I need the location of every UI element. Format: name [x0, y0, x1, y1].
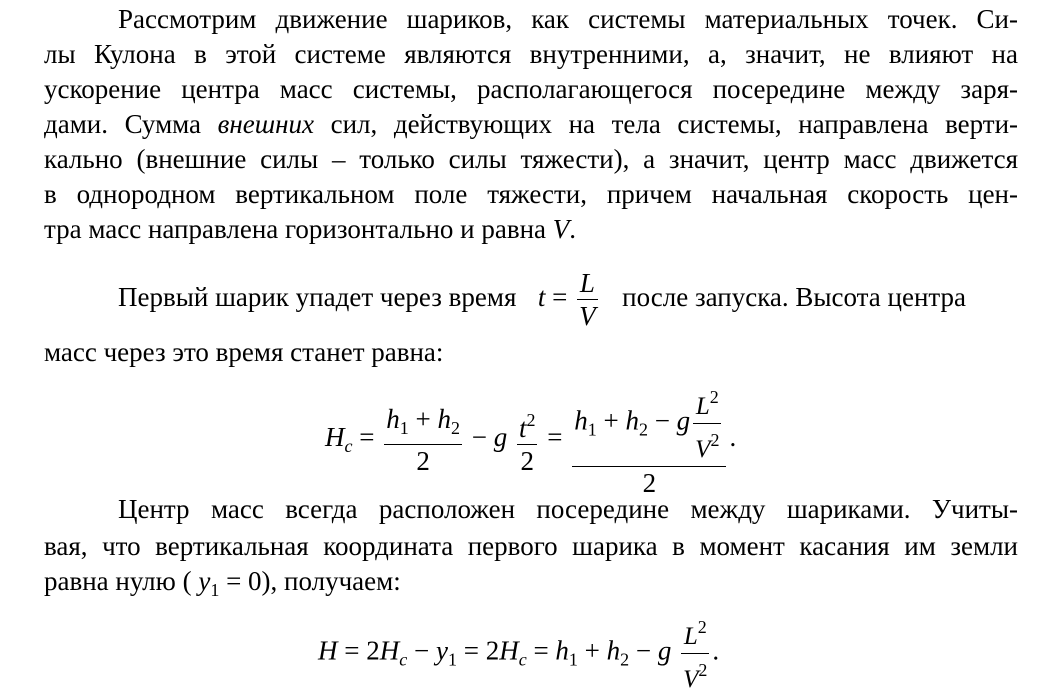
paragraph-1-line-6 — [44, 177, 1018, 212]
math-variable: H — [325, 422, 345, 453]
math-operator: + — [584, 635, 600, 666]
fraction-denominator: 2 — [517, 444, 538, 476]
paragraph-2-line-2 — [44, 335, 1018, 370]
fraction-denominator: 2 — [384, 444, 462, 476]
formula-center-mass-height — [325, 382, 736, 498]
formula-height-result — [318, 612, 719, 695]
math-number: 2 — [366, 635, 380, 666]
math-punctuation: . — [729, 422, 737, 453]
fraction-denominator: V — [579, 301, 596, 332]
paragraph-1-line-4 — [44, 107, 1018, 142]
math-operator: − — [635, 635, 652, 666]
math-variable: g — [493, 422, 508, 453]
paragraph-1-line-1 — [118, 2, 1018, 37]
fraction-numerator: L — [579, 268, 595, 299]
math-variable: h — [606, 635, 621, 666]
math-variable: t — [537, 282, 546, 312]
math-superscript: 2 — [526, 409, 536, 430]
math-operator: = — [344, 635, 360, 666]
paragraph-1-line-2 — [44, 37, 1018, 72]
math-variable: y — [198, 566, 211, 596]
math-superscript: 2 — [698, 660, 708, 680]
math-subscript: 1 — [587, 419, 597, 440]
math-variable: V — [695, 436, 711, 463]
math-superscript: 2 — [710, 430, 720, 450]
text-span: Рассмотрим движение шариков, как системы материальных точек. Си- — [118, 4, 1018, 34]
fraction-l-over-v — [577, 268, 598, 331]
math-operator: − — [654, 405, 670, 436]
paragraph-1-line-3 — [44, 72, 1018, 107]
paragraph-3-line-3 — [44, 564, 1018, 608]
math-variable: H — [379, 635, 400, 666]
math-subscript: c — [399, 649, 408, 670]
math-subscript: 2 — [450, 418, 460, 438]
math-subscript: 1 — [447, 649, 457, 670]
math-subscript: 1 — [568, 649, 578, 670]
math-variable: h — [625, 405, 639, 436]
math-variable: V — [552, 214, 570, 244]
math-superscript: 2 — [697, 617, 707, 637]
paragraph-3-line-2 — [44, 529, 1018, 564]
math-variable: g — [657, 635, 672, 666]
text-span: лы Кулона в этой системе являются внутренними, а, значит, не влияют на — [44, 39, 1018, 69]
fraction-l-squared-over-v-squared — [681, 612, 709, 695]
math-number: 2 — [485, 635, 500, 666]
math-operator: = — [226, 566, 242, 596]
fraction-h-sum-over-2 — [384, 404, 462, 476]
text-span: дами. Сумма — [44, 109, 202, 139]
math-punctuation: . — [712, 635, 720, 666]
text-span: ), получаем: — [261, 566, 401, 596]
math-variable: H — [318, 635, 338, 666]
math-variable: h — [386, 404, 400, 434]
math-operator: = — [359, 422, 375, 453]
math-variable: g — [676, 405, 691, 436]
math-subscript: 1 — [210, 580, 220, 600]
fraction-full-expression — [572, 382, 726, 498]
text-span: в однородном вертикальном поле тяжести, причем начальная скорость цен- — [44, 179, 1018, 209]
math-operator: = — [533, 635, 549, 666]
math-variable: h — [437, 404, 451, 434]
text-span: Центр масс всегда расположен посередине между шариками. Учиты- — [118, 494, 1018, 524]
text-span: равна нулю ( — [44, 566, 192, 596]
emphasis-text: внешних — [217, 109, 314, 139]
text-span: сил, действующих на тела системы, направлена верти- — [330, 109, 1019, 139]
math-operator: = — [552, 282, 568, 312]
text-span: ускорение центра масс системы, располагающегося посередине между заря- — [44, 74, 1018, 104]
math-superscript: 2 — [709, 387, 719, 407]
paragraph-3-line-1 — [118, 492, 1018, 527]
math-subscript: c — [518, 649, 527, 670]
fraction-l-squared-over-v-squared — [693, 382, 721, 465]
math-variable: h — [555, 635, 569, 666]
paragraph-1-line-5 — [44, 142, 1018, 177]
fraction-t-squared-over-2 — [517, 405, 538, 476]
math-variable: y — [435, 635, 448, 666]
text-span: масс через это время станет равна: — [44, 337, 444, 367]
math-subscript: c — [344, 436, 353, 457]
math-subscript: 2 — [620, 649, 630, 670]
math-variable: h — [574, 405, 588, 436]
text-span: Первый шарик упадет через время — [118, 282, 517, 312]
text-span: кально (внешние силы – только силы тяжести), а значит, центр масс движется — [44, 144, 1018, 174]
math-subscript: 2 — [638, 419, 648, 440]
math-operator: = — [547, 422, 563, 453]
math-variable: L — [683, 623, 698, 650]
text-span: тра масс направлена горизонтально и равна — [44, 214, 547, 244]
text-span: после запуска. Высота центра — [622, 282, 967, 312]
math-variable: t — [518, 412, 527, 443]
fraction-denominator: 2 — [572, 466, 726, 498]
math-variable: H — [499, 635, 519, 666]
text-span: вая, что вертикальная координата первого шарика в момент касания им земли — [44, 531, 1018, 561]
paragraph-1-line-7 — [44, 212, 1018, 247]
paragraph-2-line-1 — [118, 266, 1018, 332]
math-subscript: 1 — [399, 418, 409, 438]
math-operator: − — [413, 635, 430, 666]
text-span: . — [569, 214, 577, 244]
math-operator: − — [471, 422, 487, 453]
math-variable: V — [683, 666, 699, 693]
math-variable: L — [695, 393, 710, 420]
math-operator: = — [463, 635, 479, 666]
math-operator: + — [415, 404, 431, 434]
math-operator: + — [603, 405, 619, 436]
math-number: 0 — [248, 566, 262, 596]
